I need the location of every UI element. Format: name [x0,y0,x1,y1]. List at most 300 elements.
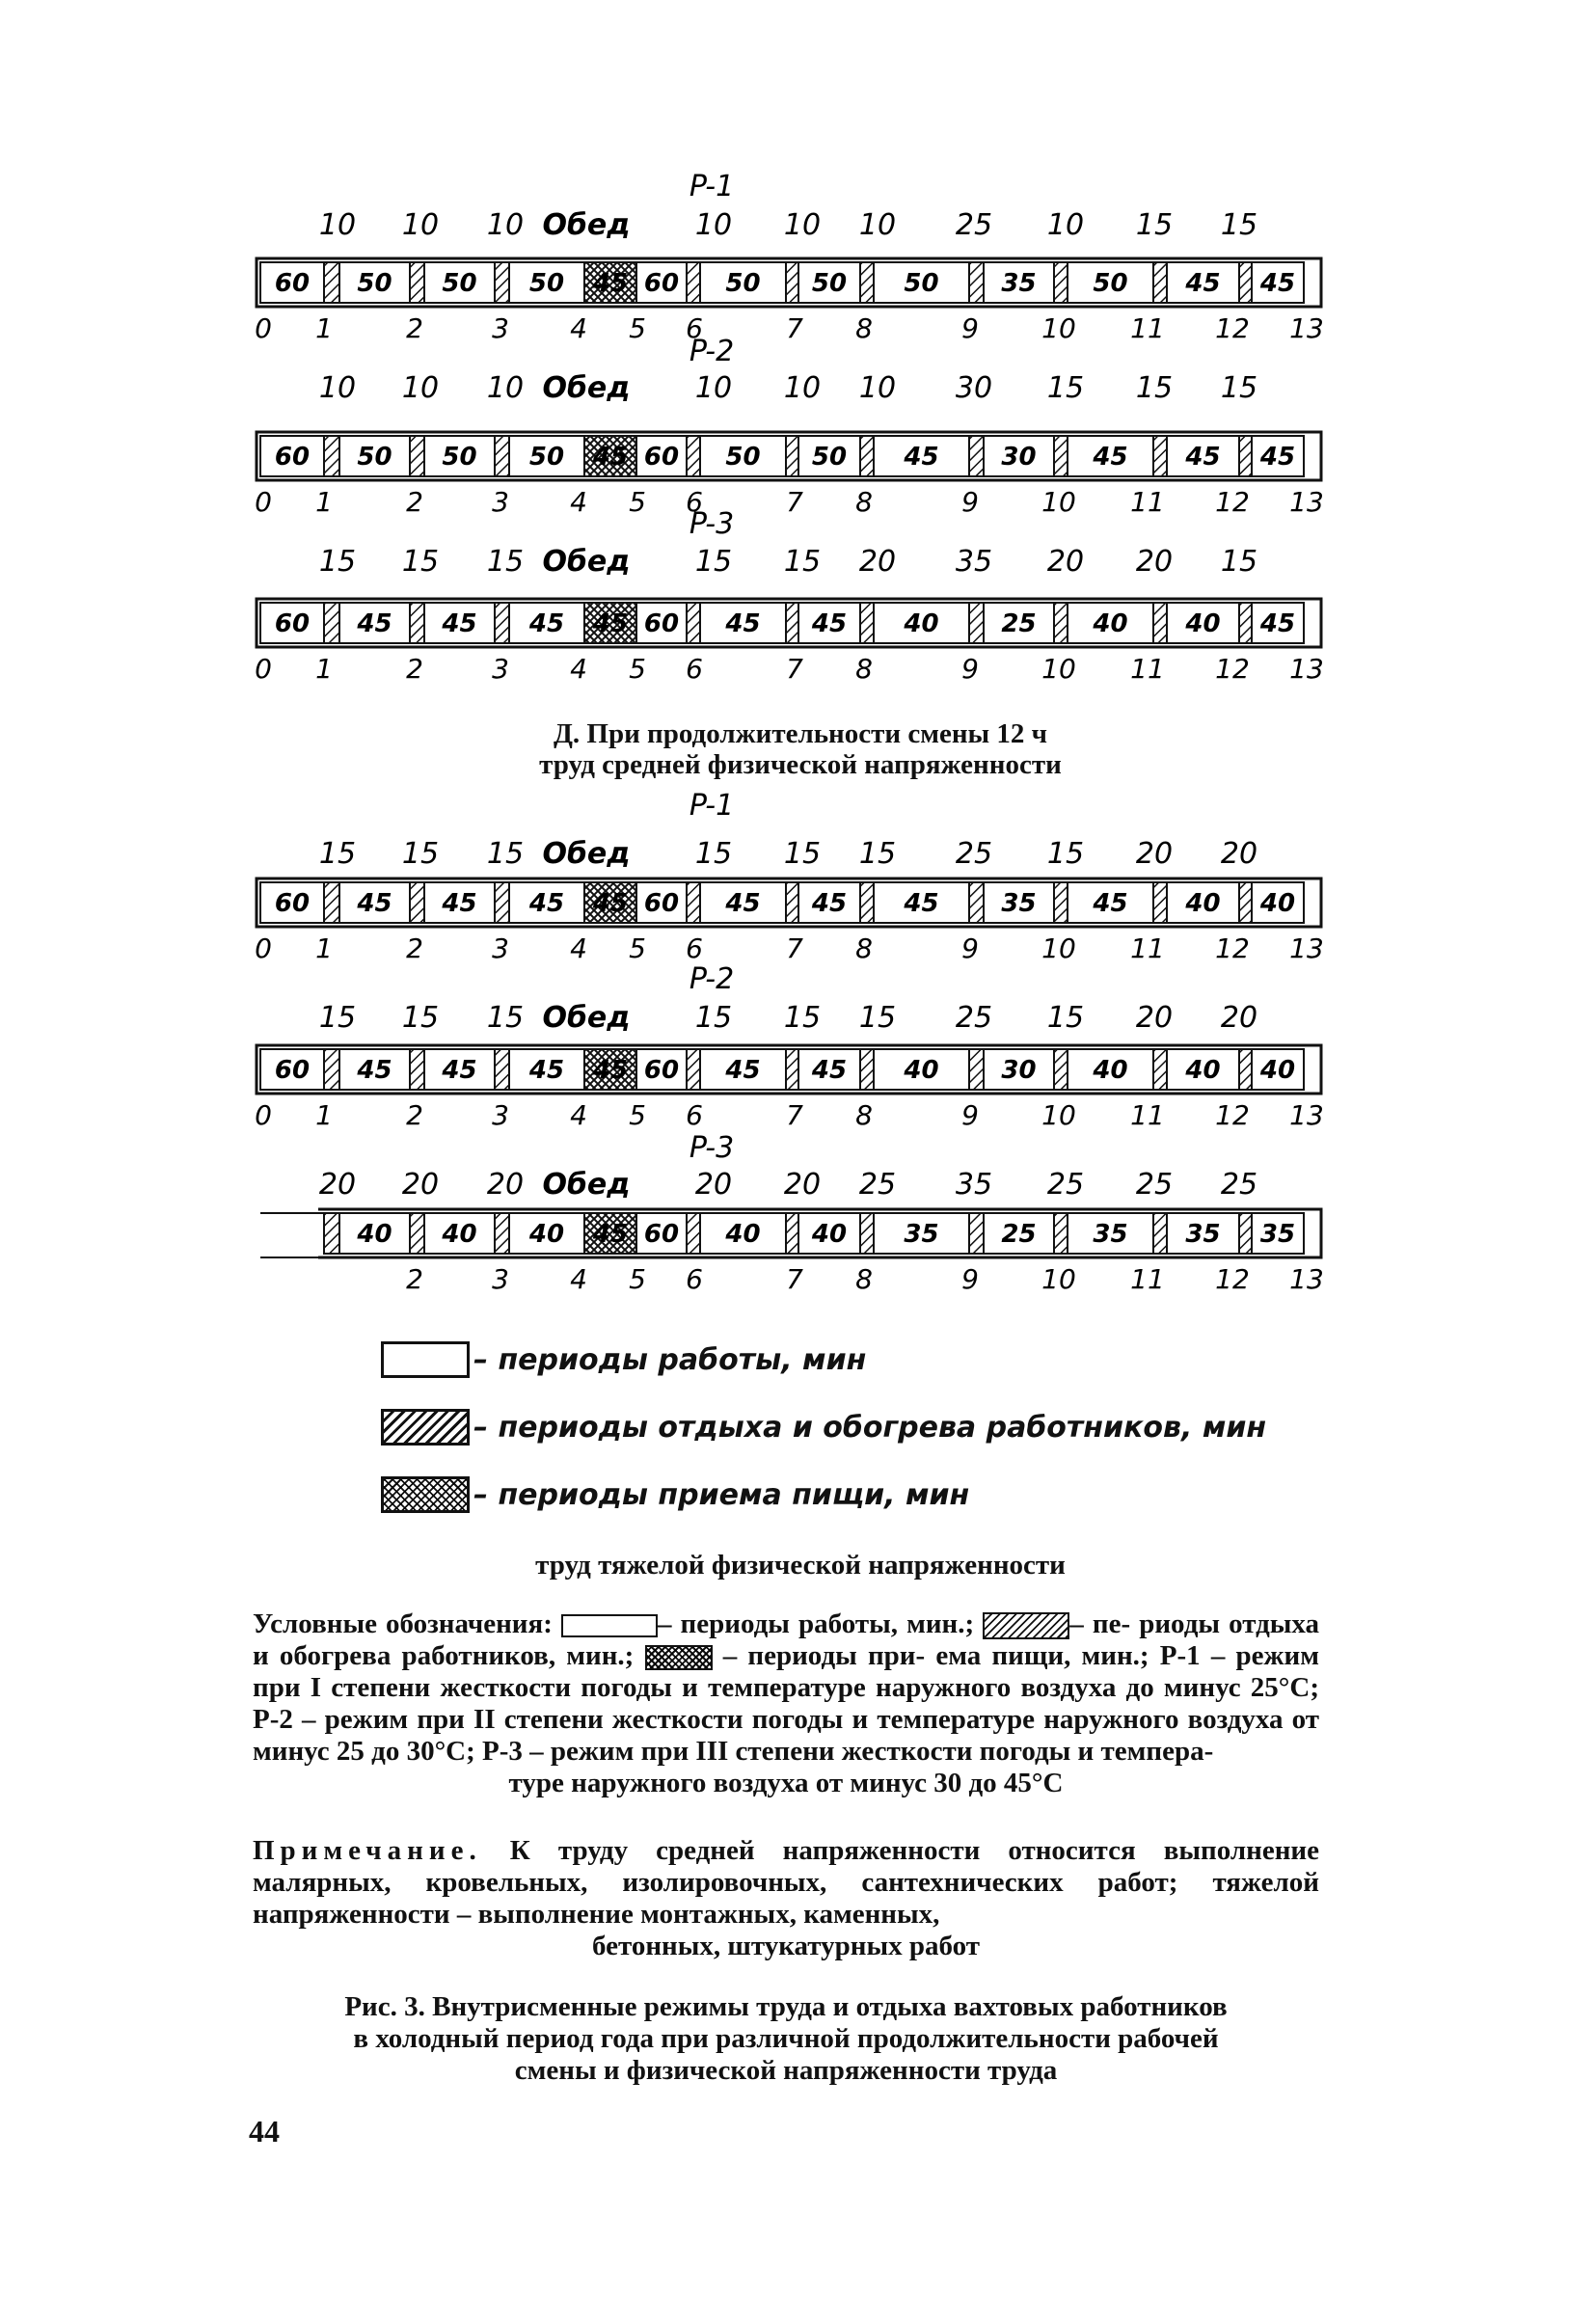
period-duration: 45 [592,609,629,638]
period-duration: 60 [643,609,680,638]
hour-tick: 2 [406,312,423,344]
hour-tick: 3 [492,312,509,344]
period-duration: 45 [528,1056,565,1085]
period-duration: 40 [1093,1056,1128,1085]
hour-tick: 6 [686,312,703,344]
period-duration: 45 [725,1056,761,1085]
rest-duration-label: 15 [694,545,733,579]
hour-tick: 9 [961,1099,979,1131]
rest-period [1239,603,1252,643]
hour-tick: 2 [406,1099,423,1131]
rest-period [786,882,798,923]
rest-duration-label: 20 [1220,837,1258,871]
hour-tick: 13 [1289,486,1324,518]
rest-period [860,1213,874,1254]
section-d-p-2-diagram [255,962,1324,1131]
hour-tick: 12 [1215,1099,1250,1131]
period-duration: 50 [811,443,848,472]
rest-duration-label: 15 [783,545,822,579]
rest-period [687,603,700,643]
hour-tick: 5 [629,1099,646,1131]
hour-tick: 6 [686,653,703,685]
hour-tick: 4 [570,312,587,344]
hour-tick: 10 [1041,1263,1076,1295]
hour-tick: 0 [255,1099,272,1131]
period-duration: 35 [1093,1220,1128,1249]
regime-label: P-1 [689,170,735,203]
hour-tick: 12 [1215,1263,1250,1295]
hour-tick: 11 [1130,653,1165,685]
rest-period [324,882,339,923]
hour-tick: 1 [315,932,333,964]
period-duration: 45 [442,609,477,638]
rest-period [1153,436,1167,476]
top-p-2-diagram [255,335,1324,518]
period-duration: 60 [643,443,680,472]
rest-period [410,603,424,643]
rest-period [1054,882,1068,923]
rest-duration-label: 15 [318,1001,357,1035]
rest-duration-label: 10 [858,371,897,405]
rest-period [410,1049,424,1090]
rest-period [687,882,700,923]
rest-period [969,603,984,643]
period-duration: 40 [1093,609,1128,638]
rest-duration-label: 30 [955,371,993,405]
rest-period [495,262,509,303]
rest-duration-label: 25 [1220,1168,1258,1202]
regime-label: P-2 [689,335,735,368]
rest-duration-label: 10 [783,208,822,242]
note-label: Примечание. [253,1835,482,1866]
rest-duration-label: 15 [401,545,440,579]
period-duration: 35 [1259,1220,1296,1249]
rest-period [324,1213,339,1254]
period-duration: 40 [904,609,939,638]
period-duration: 45 [1259,269,1296,298]
rest-duration-label: 20 [858,545,897,579]
period-duration: 40 [357,1220,392,1249]
period-duration: 40 [1185,1056,1221,1085]
conventions-rest-pre: – пе- [1069,1608,1131,1639]
rest-duration-label: 10 [401,371,440,405]
note-last-line: бетонных, штукатурных работ [592,1931,980,1961]
rest-duration-label: 10 [486,208,525,242]
period-duration: 25 [1001,1220,1037,1249]
period-duration: 60 [274,889,311,918]
hour-tick: 5 [629,1263,646,1295]
hour-tick: 13 [1289,1263,1324,1295]
hour-tick: 11 [1130,1099,1165,1131]
rest-duration-label: 15 [1135,208,1174,242]
rest-duration-label: 10 [318,208,357,242]
conventions-rest-post: риоды отдыха и обогрева работников, мин.; [253,1608,1320,1671]
period-duration: 45 [592,1220,629,1249]
hour-tick: 4 [570,1263,587,1295]
period-duration: 45 [528,889,565,918]
period-duration: 40 [1185,889,1221,918]
meal-label: Обед [542,837,631,871]
rest-period [324,436,339,476]
meal-label: Обед [542,545,631,579]
rest-duration-label: 15 [858,837,897,871]
work-swatch-inline [561,1614,658,1637]
period-duration: 50 [528,269,565,298]
period-duration: 50 [904,269,939,298]
hour-tick: 7 [786,932,803,964]
rest-duration-label: 15 [318,545,357,579]
legend-work-label: – периоды работы, мин [473,1342,867,1377]
period-duration: 45 [442,1056,477,1085]
hour-tick: 9 [961,932,979,964]
period-duration: 30 [1001,1056,1037,1085]
rest-duration-label: 15 [858,1001,897,1035]
rest-duration-label: 20 [318,1168,357,1202]
rest-duration-label: 15 [1046,837,1085,871]
hour-tick: 13 [1289,653,1324,685]
period-duration: 45 [528,609,565,638]
period-duration: 45 [1093,443,1128,472]
rest-duration-label: 15 [318,837,357,871]
rest-period [495,1049,509,1090]
period-duration: 50 [357,443,392,472]
rest-period [1153,262,1167,303]
hour-tick: 12 [1215,932,1250,964]
rest-period [1054,603,1068,643]
legend-rest-label: – периоды отдыха и обогрева работников, мин [473,1410,1267,1445]
rest-duration-label: 25 [955,837,993,871]
rest-period [495,603,509,643]
rest-duration-label: 10 [694,371,733,405]
rest-period [687,1049,700,1090]
period-duration: 50 [725,269,761,298]
rest-period [860,1049,874,1090]
hour-tick: 8 [855,932,873,964]
hour-tick: 11 [1130,1263,1165,1295]
hour-tick: 13 [1289,932,1324,964]
hour-tick: 7 [786,312,803,344]
rest-duration-label: 10 [783,371,822,405]
hour-tick: 10 [1041,1099,1076,1131]
hour-tick: 1 [315,486,333,518]
caption-line-1: Рис. 3. Внутрисменные режимы труда и отдыха вахтовых работников [344,1991,1228,2022]
period-duration: 45 [1093,889,1128,918]
hour-tick: 5 [629,653,646,685]
hour-tick: 3 [492,1099,509,1131]
hour-tick: 12 [1215,312,1250,344]
hour-tick: 3 [492,932,509,964]
top-p-1-diagram [255,170,1324,344]
section-d-p-1-diagram [255,789,1324,964]
hour-tick: 2 [406,932,423,964]
hour-tick: 10 [1041,312,1076,344]
rest-duration-label: 15 [783,1001,822,1035]
regime-label: P-3 [689,507,735,541]
period-duration: 45 [811,889,848,918]
rest-duration-label: 15 [401,837,440,871]
section-d-heading-1: Д. При продолжительности смены 12 ч [553,718,1048,749]
period-duration: 60 [274,1056,311,1085]
period-duration: 30 [1001,443,1037,472]
note-paragraph [253,1835,1319,1962]
period-duration: 40 [811,1220,848,1249]
period-duration: 60 [643,1056,680,1085]
hour-tick: 3 [492,486,509,518]
rest-period [969,1213,984,1254]
rest-duration-label: 15 [486,1001,525,1035]
period-duration: 50 [811,269,848,298]
rest-period [969,436,984,476]
period-duration: 45 [811,609,848,638]
hour-tick: 9 [961,312,979,344]
rest-duration-label: 20 [401,1168,440,1202]
hour-tick: 11 [1130,932,1165,964]
regime-label: P-3 [689,1131,735,1165]
hour-tick: 7 [786,653,803,685]
period-duration: 45 [592,443,629,472]
rest-period [410,436,424,476]
period-duration: 45 [357,1056,392,1085]
rest-duration-label: 10 [318,371,357,405]
period-duration: 60 [643,269,680,298]
rest-duration-label: 25 [1135,1168,1174,1202]
period-duration: 35 [1185,1220,1221,1249]
rest-period [324,1049,339,1090]
period-duration: 60 [274,269,311,298]
rest-period [495,1213,509,1254]
rest-duration-label: 35 [955,545,993,579]
legend-rest-swatch [381,1409,470,1446]
hour-tick: 12 [1215,486,1250,518]
rest-duration-label: 15 [694,1001,733,1035]
partial-bar-edge [260,1213,324,1257]
rest-period [1054,1049,1068,1090]
rest-period [495,436,509,476]
meal-label: Обед [542,1001,631,1035]
period-duration: 40 [1259,889,1296,918]
rest-period [1239,436,1252,476]
hour-tick: 8 [855,1263,873,1295]
hour-tick: 0 [255,653,272,685]
hour-tick: 7 [786,1099,803,1131]
rest-period [1153,1049,1167,1090]
top-p-3-diagram [255,507,1324,685]
period-duration: 40 [442,1220,477,1249]
rest-period [860,436,874,476]
rest-period [410,1213,424,1254]
hour-tick: 6 [686,1099,703,1131]
hour-tick: 9 [961,1263,979,1295]
hour-tick: 12 [1215,653,1250,685]
rest-period [1239,1213,1252,1254]
rest-period [1153,882,1167,923]
rest-period [786,603,798,643]
heavy-heading: труд тяжелой физической напряженности [535,1550,1066,1581]
rest-period [860,603,874,643]
rest-period [1054,436,1068,476]
hour-tick: 9 [961,486,979,518]
period-duration: 45 [442,889,477,918]
period-duration: 40 [904,1056,939,1085]
period-duration: 45 [1259,443,1296,472]
hour-tick: 8 [855,312,873,344]
hour-tick: 4 [570,486,587,518]
hour-tick: 0 [255,312,272,344]
rest-duration-label: 15 [783,837,822,871]
period-duration: 50 [528,443,565,472]
section-d-heading-2: труд средней физической напряженности [539,749,1062,780]
caption-line-2: в холодный период года при различной продолжительности рабочей [353,2023,1219,2054]
hour-tick: 11 [1130,486,1165,518]
rest-duration-label: 10 [858,208,897,242]
rest-duration-label: 20 [1135,1001,1174,1035]
legend-meal-swatch [381,1476,470,1513]
hour-tick: 13 [1289,1099,1324,1131]
rest-period [1239,1049,1252,1090]
page-number: 44 [249,2114,280,2148]
period-duration: 60 [274,443,311,472]
hour-tick: 4 [570,653,587,685]
hour-tick: 4 [570,932,587,964]
hour-tick: 5 [629,932,646,964]
rest-period [786,1213,798,1254]
rest-period [1239,882,1252,923]
period-duration: 60 [643,1220,680,1249]
rest-duration-label: 10 [486,371,525,405]
rest-period [969,1049,984,1090]
period-duration: 50 [442,269,477,298]
meal-swatch-inline [645,1645,713,1670]
period-duration: 40 [725,1220,761,1249]
rest-period [410,262,424,303]
period-duration: 50 [1093,269,1128,298]
rest-period [1239,262,1252,303]
period-duration: 45 [357,889,392,918]
rest-duration-label: 10 [1046,208,1085,242]
rest-duration-label: 25 [955,208,993,242]
hour-tick: 3 [492,653,509,685]
period-duration: 45 [592,269,629,298]
rest-duration-label: 15 [486,837,525,871]
conventions-lead: Условные обозначения: [253,1608,553,1639]
conventions-work: – периоды работы, мин.; [657,1608,975,1639]
rest-duration-label: 20 [1046,545,1085,579]
rest-period [786,436,798,476]
note-text: К труду средней напряженности относится выполнение малярных, кровельных, изолировочных, сантехнических работ; тяжелой напряженности – выполнение монтажных, каменных, [253,1835,1319,1930]
rest-duration-label: 25 [955,1001,993,1035]
hour-tick: 13 [1289,312,1324,344]
period-duration: 45 [811,1056,848,1085]
period-duration: 45 [592,889,629,918]
rest-duration-label: 15 [694,837,733,871]
period-duration: 45 [904,889,939,918]
meal-label: Обед [542,371,631,405]
meal-label: Обед [542,208,631,242]
period-duration: 60 [274,609,311,638]
period-duration: 45 [904,443,939,472]
rest-duration-label: 15 [1046,371,1085,405]
rest-duration-label: 20 [1135,545,1174,579]
rest-period [1054,262,1068,303]
rest-duration-label: 35 [955,1168,993,1202]
legend-work-swatch [381,1341,470,1378]
rest-duration-label: 20 [1135,837,1174,871]
rest-duration-label: 15 [1046,1001,1085,1035]
rest-period [495,882,509,923]
hour-tick: 1 [315,1099,333,1131]
legend [381,1336,1266,1519]
period-duration: 50 [442,443,477,472]
rest-duration-label: 20 [783,1168,822,1202]
rest-duration-label: 15 [1220,208,1258,242]
hour-tick: 10 [1041,486,1076,518]
regime-label: P-2 [689,962,735,996]
rest-duration-label: 25 [1046,1168,1085,1202]
rest-duration-label: 15 [1135,371,1174,405]
rest-period [860,882,874,923]
period-duration: 60 [643,889,680,918]
hour-tick: 0 [255,486,272,518]
period-duration: 35 [1001,889,1037,918]
hour-tick: 8 [855,486,873,518]
hour-tick: 10 [1041,932,1076,964]
rest-period [786,1049,798,1090]
rest-period [687,1213,700,1254]
hour-tick: 1 [315,312,333,344]
hour-tick: 2 [406,1263,423,1295]
hour-tick: 4 [570,1099,587,1131]
conventions-rest-text: ема пищи, мин.; Р-1 – режим при I степени жесткости погоды и температуре наружного воздуха до минус 25°С; Р-2 – режим при II степени жесткости погоды и температуре наружного воздуха от минус 25 до 30°С; Р-3 – режим при III степени жесткости погоды и темпера- [253,1640,1319,1767]
rest-duration-label: 15 [1220,545,1258,579]
period-duration: 35 [904,1220,939,1249]
rest-period [324,603,339,643]
hour-tick: 2 [406,653,423,685]
hour-tick: 7 [786,1263,803,1295]
hour-tick: 0 [255,932,272,964]
period-duration: 45 [592,1056,629,1085]
rest-duration-label: 15 [1220,371,1258,405]
caption-line-3: смены и физической напряженности труда [514,2055,1058,2086]
rest-period [687,436,700,476]
conventions-meal-pre: – периоды при- [722,1640,926,1671]
hour-tick: 8 [855,1099,873,1131]
period-duration: 45 [357,609,392,638]
hour-tick: 5 [629,312,646,344]
rest-duration-label: 20 [486,1168,525,1202]
regime-label: P-1 [689,789,735,823]
rest-swatch-inline [983,1612,1069,1639]
period-duration: 45 [1185,443,1221,472]
hour-tick: 9 [961,653,979,685]
rest-duration-label: 25 [858,1168,897,1202]
period-duration: 25 [1001,609,1037,638]
rest-period [969,262,984,303]
conventions-last-line: туре наружного воздуха от минус 30 до 45°С [508,1768,1064,1798]
period-duration: 35 [1001,269,1037,298]
rest-duration-label: 15 [401,1001,440,1035]
period-duration: 45 [1185,269,1221,298]
period-duration: 40 [528,1220,565,1249]
period-duration: 50 [725,443,761,472]
period-duration: 40 [1259,1056,1296,1085]
hour-tick: 10 [1041,653,1076,685]
hour-tick: 5 [629,486,646,518]
rest-period [860,262,874,303]
rest-period [1153,1213,1167,1254]
rest-period [410,882,424,923]
period-duration: 45 [725,889,761,918]
period-duration: 50 [357,269,392,298]
